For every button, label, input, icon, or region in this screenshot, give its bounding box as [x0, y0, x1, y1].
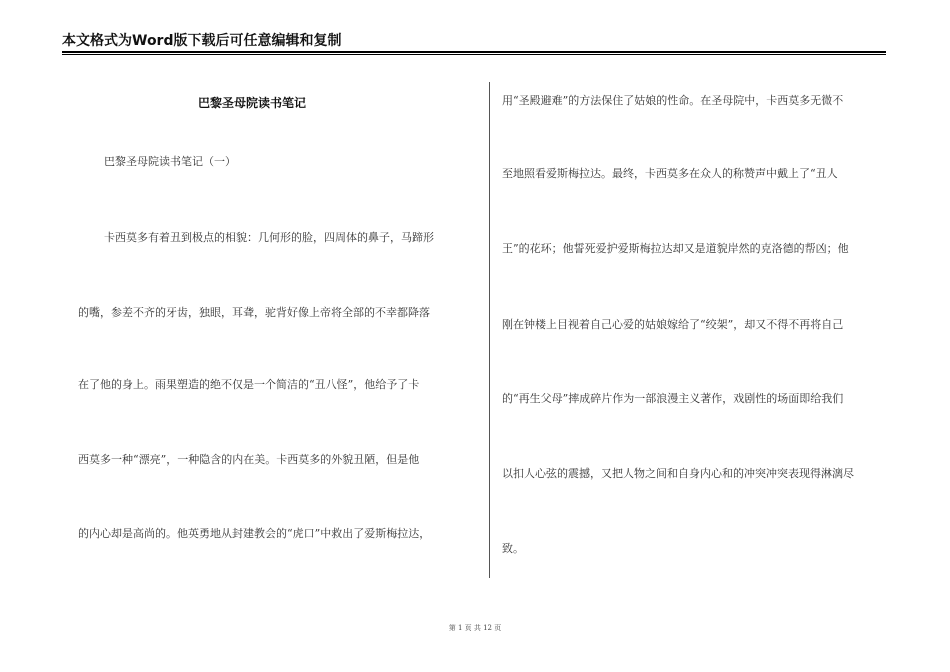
paragraph-line: 刚在钟楼上目视着自己心爱的姑娘嫁给了“绞架”，却又不得不再将自己: [502, 318, 844, 331]
document-banner: 本文格式为Word版下载后可任意编辑和复制: [62, 33, 342, 49]
header-rule-thin: [62, 54, 886, 55]
paragraph-line: 的“再生父母”摔成碎片作为一部浪漫主义著作，戏剧性的场面即给我们: [502, 392, 844, 405]
paragraph-line: 的嘴，参差不齐的牙齿，独眼，耳聋，驼背好像上帝将全部的不幸都降落: [78, 306, 430, 319]
paragraph-line: 用“圣殿避难”的方法保住了姑娘的性命。在圣母院中，卡西莫多无微不: [502, 94, 844, 107]
paragraph-line: 西莫多一种“漂亮”，一种隐含的内在美。卡西莫多的外貌丑陋，但是他: [78, 453, 420, 466]
paragraph-line: 致。: [502, 542, 524, 555]
paragraph-line: 至地照看爱斯梅拉达。最终，卡西莫多在众人的称赞声中戴上了“丑人: [502, 167, 838, 180]
paragraph-line: 卡西莫多有着丑到极点的相貌：几何形的脸，四周体的鼻子，马蹄形: [104, 231, 434, 244]
paragraph-line: 的内心却是高尚的。他英勇地从封建教会的“虎口”中救出了爱斯梅拉达，: [78, 527, 431, 540]
paragraph-line: 巴黎圣母院读书笔记（一）: [104, 155, 236, 168]
page-number: 第 1 页 共 12 页: [448, 624, 502, 632]
column-divider: [489, 82, 490, 578]
document-title: 巴黎圣母院读书笔记: [198, 96, 307, 110]
paragraph-line: 王”的花环；他誓死爱护爱斯梅拉达却又是道貌岸然的克洛德的帮凶；他: [502, 242, 849, 255]
paragraph-line: 在了他的身上。雨果塑造的绝不仅是一个简洁的“丑八怪”，他给予了卡: [78, 378, 420, 391]
paragraph-line: 以扣人心弦的震撼，又把人物之间和自身内心和的冲突冲突表现得淋漓尽: [502, 467, 854, 480]
header-rule: [62, 51, 886, 53]
